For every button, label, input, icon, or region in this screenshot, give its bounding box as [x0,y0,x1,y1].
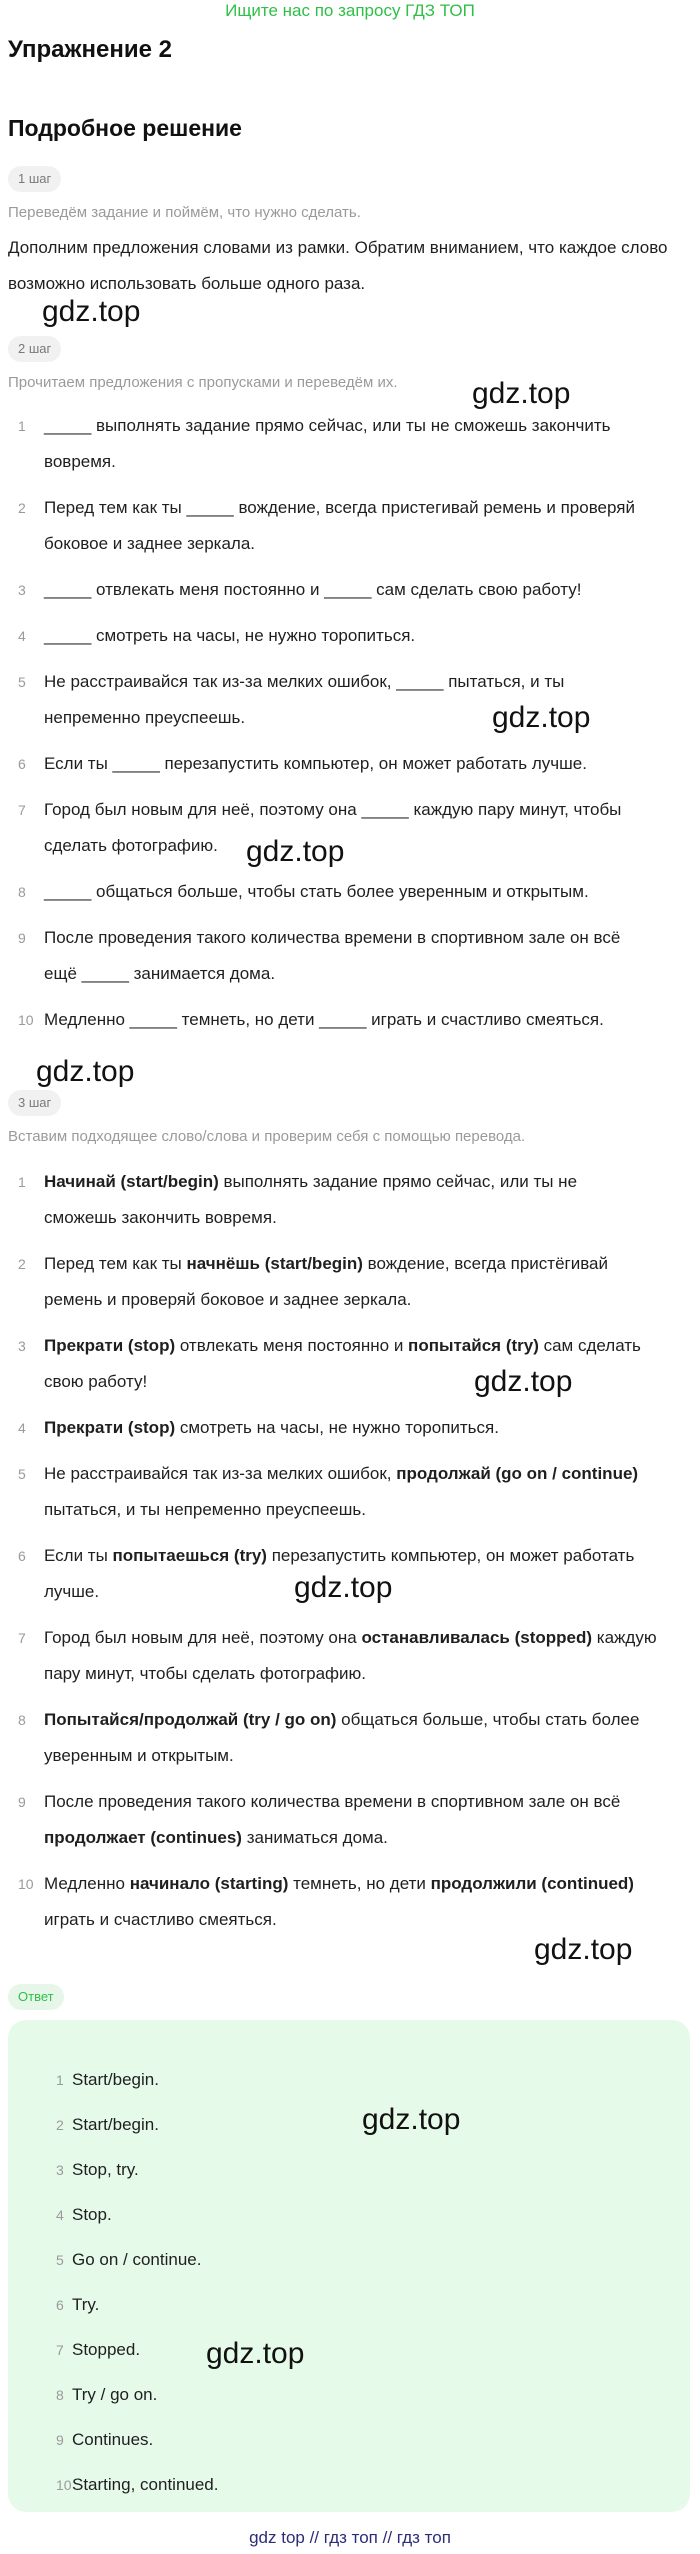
item-text: уверенным и открытым. [44,1746,234,1765]
item-number: 1 [18,1174,26,1190]
item-number: 9 [18,1794,26,1810]
answer-text: Stopped. [72,2340,141,2359]
item-number: 5 [18,1466,26,1482]
answer-text: Go on / continue. [72,2250,202,2269]
step-3-hint: Вставим подходящее слово/слова и проверим себя с помощью перевода. [8,1128,526,1145]
item-number: 7 [18,1630,26,1646]
item-text: Город был новым для неё, поэтому она [44,1628,362,1647]
item-text: _____ отвлекать меня постоянно и _____ сам сделать свою работу! [44,580,582,599]
item-text: Если ты [44,1546,113,1565]
step-2-chip: 2 шаг [8,336,61,362]
item-text: _____ смотреть на часы, не нужно торопиться. [44,626,416,645]
item-text: _____ выполнять задание прямо сейчас, или ты не сможешь закончить [44,416,611,435]
answer-text: Start/begin. [72,2070,159,2089]
answer-word: продолжили (continued) [430,1874,634,1893]
step-1-chip: 1 шаг [8,166,61,192]
answer-text: Try. [72,2295,100,2314]
answer-word: попытайся (try) [408,1336,539,1355]
item-number: 6 [56,2297,64,2313]
item-text: лучше. [44,1582,100,1601]
item-number: 2 [18,1256,26,1272]
item-text: Перед тем как ты _____ вождение, всегда пристегивай ремень и проверяй [44,498,635,517]
item-text: пару минут, чтобы сделать фотографию. [44,1664,367,1683]
item-text: вождение, всегда пристёгивай [362,1254,609,1273]
item-text: играть и счастливо смеяться. [44,1910,277,1929]
item-number: 8 [18,884,26,900]
answer-text: Starting, continued. [72,2475,219,2494]
item-text: Город был новым для неё, поэтому она _____ каждую пару минут, чтобы [44,800,622,819]
answer-word: Попытайся/продолжай (try / go on) [44,1710,337,1729]
item-number: 3 [18,1338,26,1354]
watermark: gdz.top [36,1055,135,1088]
page-title: Упражнение 2 [8,36,172,63]
step-2-hint: Прочитаем предложения с пропусками и переведём их. [8,374,398,391]
item-text: боковое и заднее зеркала. [44,534,256,553]
item-text: выполнять задание прямо сейчас, или ты не [218,1172,578,1191]
item-text: Медленно _____ темнеть, но дети _____ играть и счастливо смеяться. [44,1010,604,1029]
item-text: сам сделать [538,1336,641,1355]
item-number: 1 [18,418,26,434]
step-3-chip: 3 шаг [8,1090,61,1116]
watermark: gdz.top [472,377,571,410]
item-text: заниматься дома. [241,1828,388,1847]
item-number: 3 [56,2162,64,2178]
item-text: пытаться, и ты непременно преуспеешь. [44,1500,366,1519]
top-banner[interactable]: Ищите нас по запросу ГДЗ ТОП [225,1,475,20]
item-number: 10 [18,1012,34,1028]
item-number: 2 [56,2117,64,2133]
item-number: 4 [18,628,26,644]
step-1-hint: Переведём задание и поймём, что нужно сделать. [8,204,361,221]
item-text: сделать фотографию. [44,836,218,855]
item-text: свою работу! [44,1372,148,1391]
item-number: 4 [18,1420,26,1436]
answer-word: продолжает (continues) [44,1828,242,1847]
watermark: gdz.top [362,2103,461,2136]
item-number: 5 [18,674,26,690]
answer-word: Прекрати (stop) [44,1336,176,1355]
item-number: 2 [18,500,26,516]
watermark: gdz.top [206,2337,305,2370]
item-text: темнеть, но дети [288,1874,431,1893]
item-number: 6 [18,756,26,772]
answer-word: начнёшь (start/begin) [186,1254,363,1273]
item-number: 10 [56,2477,72,2493]
item-text: _____ общаться больше, чтобы стать более уверенным и открытым. [44,882,589,901]
item-text: отвлекать меня постоянно и [175,1336,409,1355]
item-text: ремень и проверяй боковое и заднее зеркала. [44,1290,412,1309]
item-number: 7 [56,2342,64,2358]
answer-text: Continues. [72,2430,154,2449]
answer-word: продолжай (go on / continue) [396,1464,639,1483]
item-text: каждую [592,1628,657,1647]
item-text: После проведения такого количества времени в спортивном зале он всё [44,1792,621,1811]
answer-text: Stop, try. [72,2160,139,2179]
item-text: Не расстраивайся так из-за мелких ошибок, [44,1464,397,1483]
item-number: 3 [18,582,26,598]
item-number: 1 [56,2072,64,2088]
answer-word: останавливалась (stopped) [361,1628,593,1647]
answer-box [8,2020,690,2512]
item-text: После проведения такого количества времени в спортивном зале он всё [44,928,621,947]
watermark: gdz.top [534,1933,633,1966]
item-text: смотреть на часы, не нужно торопиться. [175,1418,499,1437]
section-title: Подробное решение [8,115,242,141]
watermark: gdz.top [294,1571,393,1604]
item-text: Не расстраивайся так из-за мелких ошибок, _____ пытаться, и ты [44,672,565,691]
answer-word: Прекрати (stop) [44,1418,176,1437]
item-text: Перед тем как ты [44,1254,187,1273]
answer-text: Stop. [72,2205,112,2224]
item-number: 10 [18,1876,34,1892]
item-number: 7 [18,802,26,818]
answer-chip: Ответ [8,1984,64,2010]
answer-text: Try / go on. [72,2385,158,2404]
item-number: 6 [18,1548,26,1564]
item-text: общаться больше, чтобы стать более [336,1710,640,1729]
item-text: вовремя. [44,452,116,471]
item-number: 9 [56,2432,64,2448]
item-text: непременно преуспеешь. [44,708,246,727]
item-number: 5 [56,2252,64,2268]
watermark: gdz.top [492,701,591,734]
answer-text: Start/begin. [72,2115,159,2134]
item-text: Медленно [44,1874,130,1893]
item-text: перезапустить компьютер, он может работать [266,1546,635,1565]
answer-word: попытаешься (try) [112,1546,267,1565]
watermark: gdz.top [246,835,345,868]
answer-word: Начинай (start/begin) [44,1172,219,1191]
item-text: сможешь закончить вовремя. [44,1208,277,1227]
footer-links[interactable]: gdz top // гдз топ // гдз топ [249,2528,451,2547]
item-number: 8 [18,1712,26,1728]
watermark: gdz.top [42,295,141,328]
item-number: 8 [56,2387,64,2403]
item-number: 9 [18,930,26,946]
item-number: 4 [56,2207,64,2223]
answer-word: начинало (starting) [129,1874,289,1893]
watermark: gdz.top [474,1365,573,1398]
item-text: ещё _____ занимается дома. [44,964,276,983]
item-text: Если ты _____ перезапустить компьютер, он может работать лучше. [44,754,587,773]
step-1-text: Дополним предложения словами из рамки. Обратим вниманием, что каждое слово возможно использовать больше одного раза. [8,238,668,293]
